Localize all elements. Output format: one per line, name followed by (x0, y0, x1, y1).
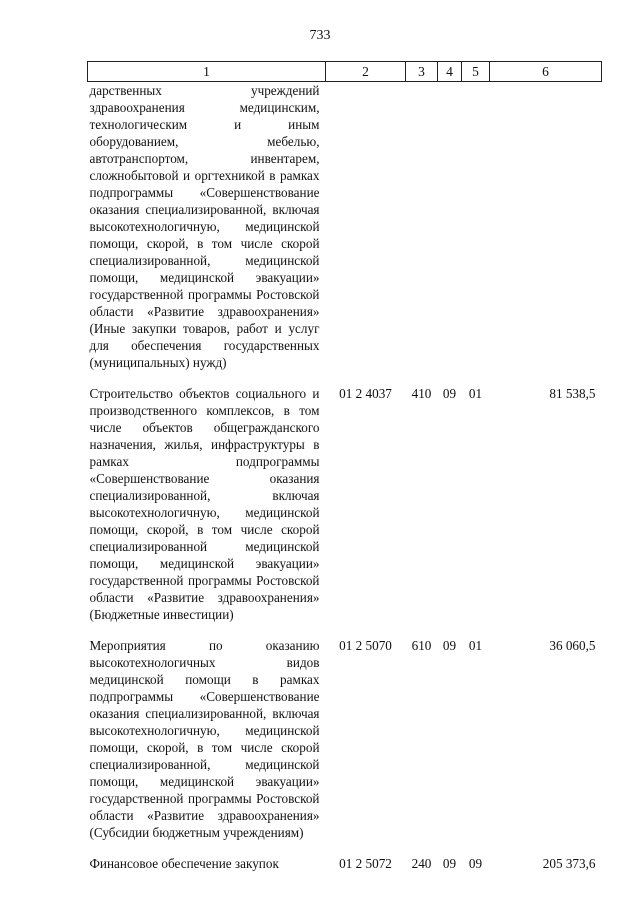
row-code: 01 2 5070 (339, 638, 392, 653)
column-header-description: 1 (88, 62, 326, 82)
row-code (326, 82, 406, 384)
row-section: 09 (442, 856, 457, 871)
table-row (88, 82, 602, 384)
row-type: 610 (411, 638, 432, 653)
row-type: 240 (411, 856, 432, 871)
row-description: Мероприятия по оказанию высокотехнологичных видов медицинской помощи в рамках подпрограммы «Совершенствование оказания специализированной, включая высокотехнологичную, медицинской помощи, скорой, в том числе скорой специализированной, медицинской помощи, медицинской эвакуации» государственной программы Ростовской области «Развитие здравоохранения» (Субсидии бюджетным учреждениям) (89, 638, 320, 840)
row-type: 410 (411, 386, 432, 401)
row-type (406, 82, 438, 384)
column-header-subsection: 5 (462, 62, 490, 82)
row-subsection: 01 (468, 386, 483, 401)
row-subsection (462, 82, 490, 384)
table-row (88, 635, 602, 853)
row-amount (490, 82, 602, 384)
row-description: Финансовое обеспечение закупок (89, 856, 279, 871)
budget-table (87, 61, 602, 884)
row-section (438, 82, 462, 384)
row-code: 01 2 4037 (339, 386, 392, 401)
row-subsection: 01 (468, 638, 483, 653)
page-number: 733 (309, 28, 331, 43)
row-code: 01 2 5072 (339, 856, 392, 871)
row-description: дарственных учреждений здравоохранения медицинским, технологическим и иным оборудованием, мебелью, автотранспортом, инвентарем, сложнобытовой и оргтехникой в рамках подпрограммы «Совершенствование оказания специализированной, включая высокотехнологичную, медицинской помощи, скорой, в том числе скорой специализированной, медицинской помощи, медицинской эвакуации» государственной программы Ростовской области «Развитие здравоохранения» (Иные закупки товаров, работ и услуг для обеспечения государственных (муниципальных) нужд) (89, 83, 320, 370)
column-header-code: 2 (326, 62, 406, 82)
table-row (88, 853, 602, 884)
row-section: 09 (442, 638, 457, 653)
column-header-section: 4 (438, 62, 462, 82)
table-row (88, 383, 602, 635)
row-section: 09 (442, 386, 457, 401)
row-amount: 81 538,5 (549, 386, 596, 401)
column-header-row (88, 62, 602, 82)
column-header-amount: 6 (490, 62, 602, 82)
row-subsection: 09 (468, 856, 483, 871)
row-description: Строительство объектов социального и производственного комплексов, в том числе объектов общегражданского назначения, жилья, инфраструктуры в рамках подпрограммы «Совершенствование оказания специализированной, включая высокотехнологичную, медицинской помощи, скорой, в том числе скорой специализированной медицинской помощи, медицинской эвакуации» государственной программы Ростовской области «Развитие здравоохранения» (Бюджетные инвестиции) (89, 386, 320, 622)
row-amount: 36 060,5 (549, 638, 596, 653)
row-amount: 205 373,6 (542, 856, 596, 871)
column-header-type: 3 (406, 62, 438, 82)
